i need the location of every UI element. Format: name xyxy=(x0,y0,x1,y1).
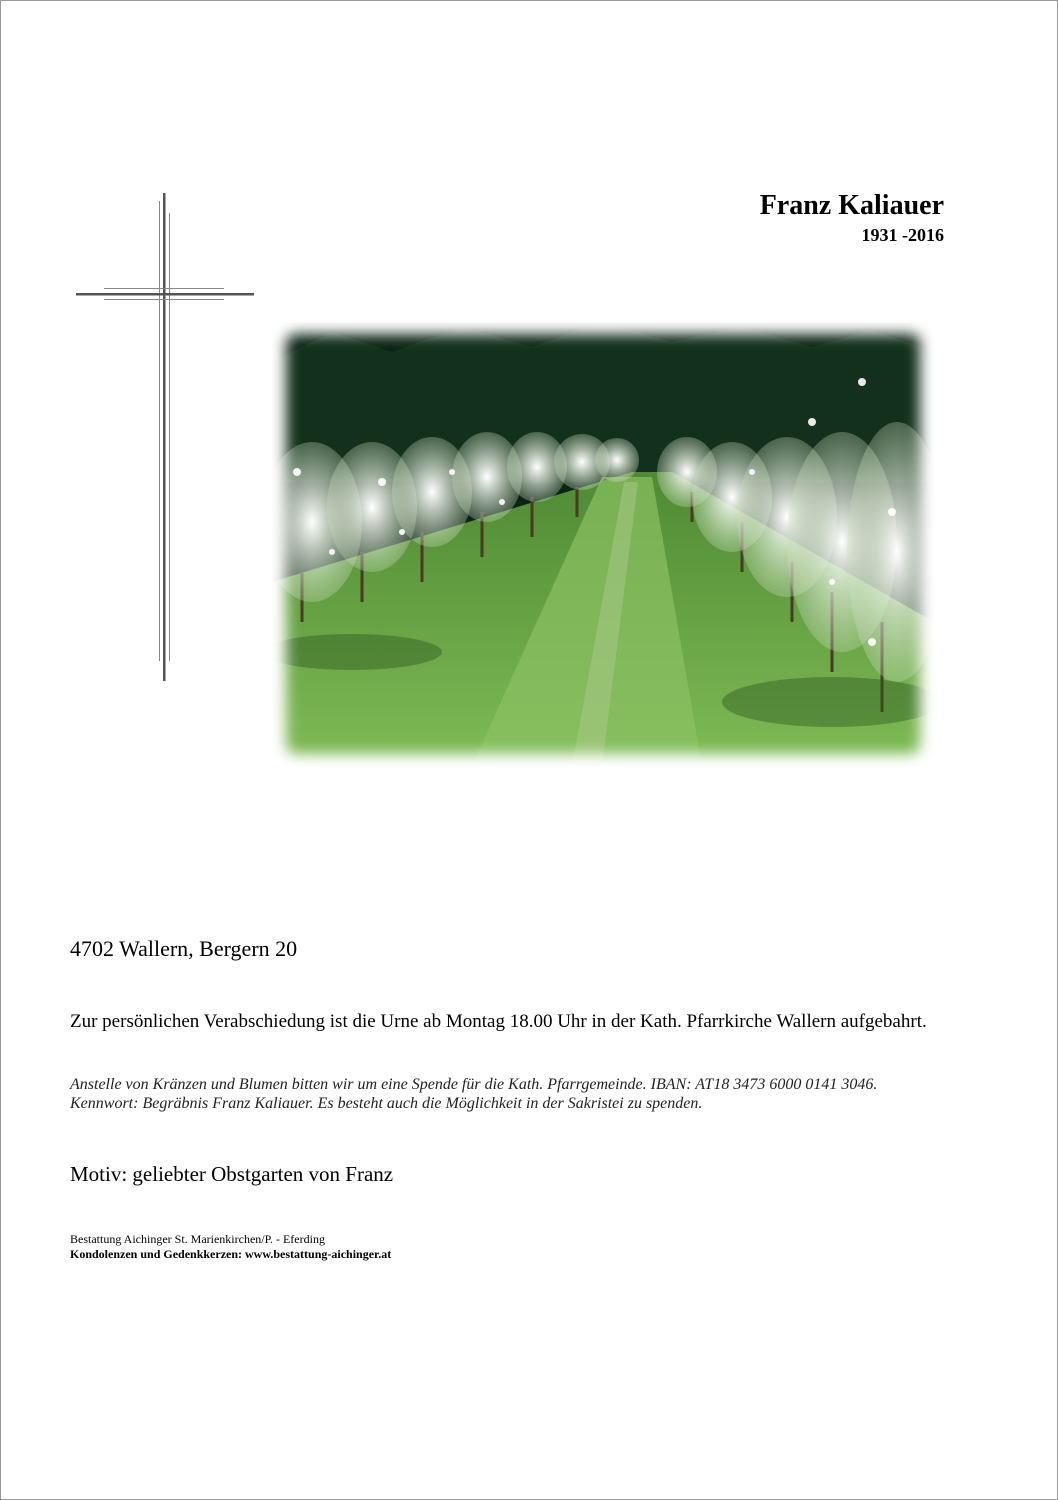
undertaker-name: Bestattung Aichinger St. Marienkirchen/P. - Eferding xyxy=(70,1232,325,1246)
condolence-link[interactable]: Kondolenzen und Gedenkkerzen: www.bestattung-aichinger.at xyxy=(70,1247,392,1261)
donation-line: Anstelle von Kränzen und Blumen bitten wir um eine Spende für die Kath. Pfarrgemeinde. IBAN: AT18 3473 6000 0141 3046. xyxy=(70,1076,878,1093)
life-dates: 1931 -2016 xyxy=(861,225,944,245)
donation-line: Kennwort: Begräbnis Franz Kaliauer. Es besteht auch die Möglichkeit in der Sakristei zu spenden. xyxy=(70,1095,703,1112)
cross-icon xyxy=(76,193,254,681)
motif-caption: Motiv: geliebter Obstgarten von Franz xyxy=(70,1162,394,1186)
deceased-name: Franz Kaliauer xyxy=(759,190,944,221)
viewing-notice: Zur persönlichen Verabschiedung ist die Urne ab Montag 18.00 Uhr in der Kath. Pfarrkirche Wallern aufgebahrt. xyxy=(70,1011,927,1032)
donation-notice xyxy=(70,1075,877,1113)
name-block xyxy=(760,190,944,246)
address: 4702 Wallern, Bergern 20 xyxy=(70,936,298,961)
orchard-photo xyxy=(272,322,934,766)
undertaker-info xyxy=(70,1232,391,1262)
